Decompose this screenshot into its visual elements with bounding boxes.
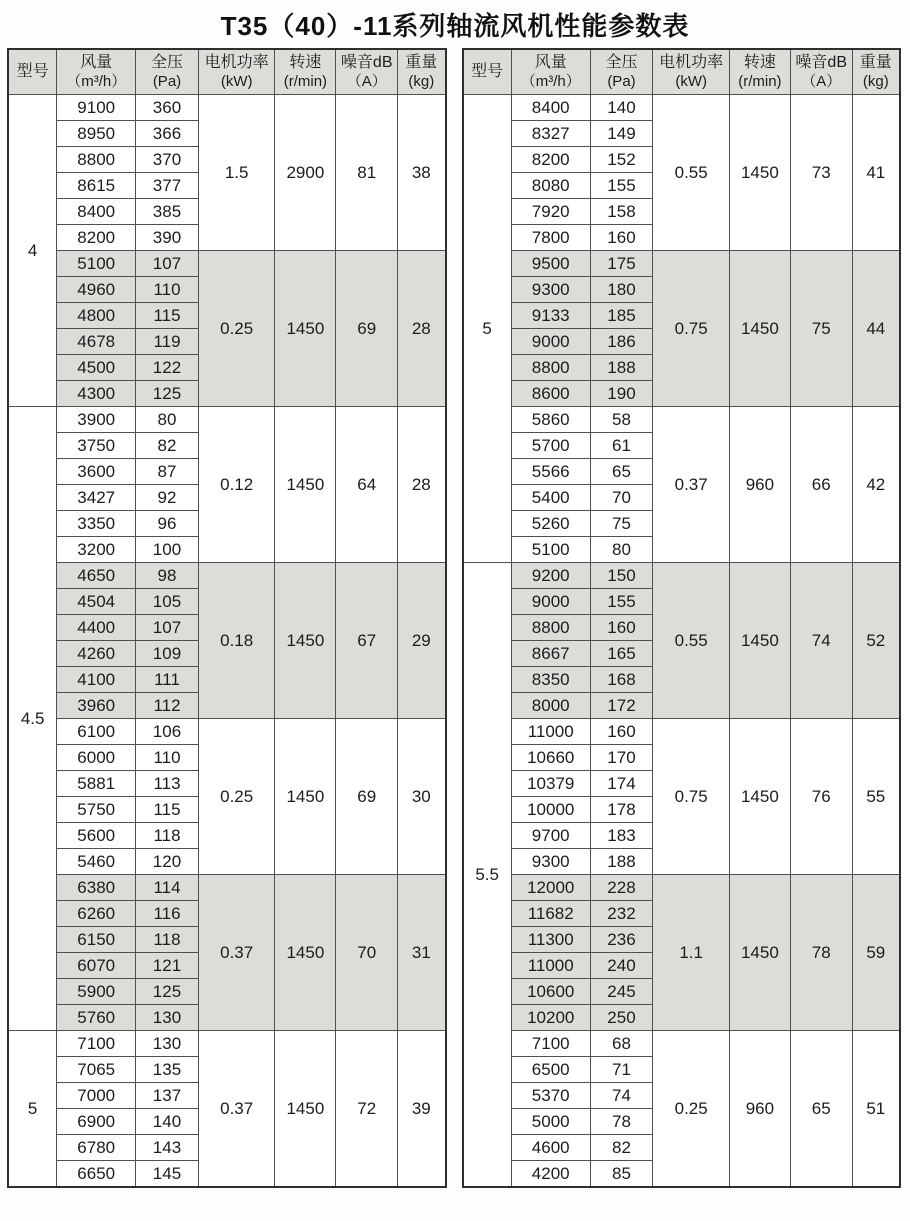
- power-cell: 0.37: [198, 1031, 275, 1188]
- header-pressure-line1: 全压: [150, 54, 183, 72]
- model-cell: 5: [8, 1031, 57, 1188]
- pressure-cell: 115: [136, 303, 199, 329]
- noise-cell: 64: [336, 407, 398, 563]
- airflow-cell: 3750: [57, 433, 136, 459]
- header-noise-line1: 噪音dB: [340, 54, 393, 72]
- pressure-cell: 245: [590, 979, 653, 1005]
- airflow-cell: 5900: [57, 979, 136, 1005]
- weight-cell: 51: [852, 1031, 900, 1188]
- header-pressure-line2: (Pa): [607, 72, 636, 90]
- airflow-cell: 8350: [511, 667, 590, 693]
- pressure-cell: 87: [136, 459, 199, 485]
- pressure-cell: 122: [136, 355, 199, 381]
- pressure-cell: 152: [590, 147, 653, 173]
- airflow-cell: 4100: [57, 667, 136, 693]
- pressure-cell: 390: [136, 225, 199, 251]
- header-power-line2: (kW): [220, 72, 253, 90]
- airflow-cell: 8800: [511, 615, 590, 641]
- pressure-cell: 145: [136, 1161, 199, 1188]
- airflow-cell: 7920: [511, 199, 590, 225]
- pressure-cell: 98: [136, 563, 199, 589]
- header-row: [463, 49, 901, 95]
- airflow-cell: 3900: [57, 407, 136, 433]
- pressure-cell: 71: [590, 1057, 653, 1083]
- header-cell-noise: [790, 49, 852, 95]
- pressure-cell: 172: [590, 693, 653, 719]
- header-power-line1: 电机功率: [659, 54, 724, 72]
- pressure-cell: 75: [590, 511, 653, 537]
- airflow-cell: 9300: [511, 849, 590, 875]
- pressure-cell: 143: [136, 1135, 199, 1161]
- header-model-line1: 型号: [16, 63, 49, 81]
- airflow-cell: 8800: [57, 147, 136, 173]
- pressure-cell: 125: [136, 979, 199, 1005]
- airflow-cell: 8000: [511, 693, 590, 719]
- pressure-cell: 190: [590, 381, 653, 407]
- pressure-cell: 107: [136, 615, 199, 641]
- airflow-cell: 4200: [511, 1161, 590, 1188]
- weight-cell: 38: [398, 95, 446, 251]
- airflow-cell: 6100: [57, 719, 136, 745]
- weight-cell: 52: [852, 563, 900, 719]
- pressure-cell: 236: [590, 927, 653, 953]
- header-row: [8, 49, 446, 95]
- header-model-line1: 型号: [471, 63, 504, 81]
- pressure-cell: 107: [136, 251, 199, 277]
- header-pressure-line2: (Pa): [152, 72, 182, 90]
- weight-cell: 31: [398, 875, 446, 1031]
- airflow-cell: 6070: [57, 953, 136, 979]
- power-cell: 0.37: [198, 875, 275, 1031]
- weight-cell: 55: [852, 719, 900, 875]
- weight-cell: 41: [852, 95, 900, 251]
- pressure-cell: 68: [590, 1031, 653, 1057]
- model-cell: 4: [8, 95, 57, 407]
- airflow-cell: 9700: [511, 823, 590, 849]
- pressure-cell: 114: [136, 875, 199, 901]
- pressure-cell: 70: [590, 485, 653, 511]
- table-row: [8, 1031, 446, 1057]
- power-cell: 0.12: [198, 407, 275, 563]
- airflow-cell: 4400: [57, 615, 136, 641]
- pressure-cell: 116: [136, 901, 199, 927]
- header-cell-speed: [729, 49, 790, 95]
- table-row: [8, 563, 446, 589]
- airflow-cell: 8400: [511, 95, 590, 121]
- airflow-cell: 5600: [57, 823, 136, 849]
- pressure-cell: 121: [136, 953, 199, 979]
- pressure-cell: 140: [590, 95, 653, 121]
- airflow-cell: 10660: [511, 745, 590, 771]
- pressure-cell: 80: [590, 537, 653, 563]
- pressure-cell: 120: [136, 849, 199, 875]
- header-airflow-line1: 风量: [80, 54, 113, 72]
- header-cell-model: [8, 49, 57, 95]
- airflow-cell: 4960: [57, 277, 136, 303]
- pressure-cell: 149: [590, 121, 653, 147]
- pressure-cell: 119: [136, 329, 199, 355]
- airflow-cell: 11000: [511, 719, 590, 745]
- pressure-cell: 82: [590, 1135, 653, 1161]
- pressure-cell: 185: [590, 303, 653, 329]
- airflow-cell: 8400: [57, 199, 136, 225]
- airflow-cell: 5566: [511, 459, 590, 485]
- airflow-cell: 3200: [57, 537, 136, 563]
- airflow-cell: 7065: [57, 1057, 136, 1083]
- airflow-cell: 5881: [57, 771, 136, 797]
- table-row: [463, 563, 901, 589]
- table-row: [463, 251, 901, 277]
- speed-cell: 960: [729, 1031, 790, 1188]
- pressure-cell: 370: [136, 147, 199, 173]
- airflow-cell: 10600: [511, 979, 590, 1005]
- pressure-cell: 168: [590, 667, 653, 693]
- airflow-cell: 7100: [57, 1031, 136, 1057]
- noise-cell: 72: [336, 1031, 398, 1188]
- pressure-cell: 130: [136, 1031, 199, 1057]
- table-left: [7, 48, 447, 1188]
- airflow-cell: 11300: [511, 927, 590, 953]
- pressure-cell: 228: [590, 875, 653, 901]
- header-cell-pressure: [590, 49, 653, 95]
- airflow-cell: 12000: [511, 875, 590, 901]
- noise-cell: 65: [790, 1031, 852, 1188]
- model-cell: 4.5: [8, 407, 57, 1031]
- noise-cell: 69: [336, 719, 398, 875]
- header-cell-airflow: [511, 49, 590, 95]
- airflow-cell: 5750: [57, 797, 136, 823]
- pressure-cell: 158: [590, 199, 653, 225]
- airflow-cell: 3427: [57, 485, 136, 511]
- spec-table-right: [462, 48, 902, 1188]
- airflow-cell: 6000: [57, 745, 136, 771]
- table-row: [8, 719, 446, 745]
- header-noise-line1: 噪音dB: [795, 54, 847, 72]
- speed-cell: 1450: [729, 95, 790, 251]
- pressure-cell: 150: [590, 563, 653, 589]
- airflow-cell: 8800: [511, 355, 590, 381]
- header-cell-noise: [336, 49, 398, 95]
- airflow-cell: 4650: [57, 563, 136, 589]
- pressure-cell: 130: [136, 1005, 199, 1031]
- airflow-cell: 5700: [511, 433, 590, 459]
- airflow-cell: 6150: [57, 927, 136, 953]
- pressure-cell: 366: [136, 121, 199, 147]
- header-cell-power: [198, 49, 275, 95]
- table-row: [8, 407, 446, 433]
- weight-cell: 28: [398, 407, 446, 563]
- pressure-cell: 180: [590, 277, 653, 303]
- pressure-cell: 165: [590, 641, 653, 667]
- airflow-cell: 8667: [511, 641, 590, 667]
- power-cell: 0.37: [653, 407, 730, 563]
- speed-cell: 1450: [275, 1031, 336, 1188]
- airflow-cell: 6500: [511, 1057, 590, 1083]
- speed-cell: 1450: [729, 719, 790, 875]
- noise-cell: 67: [336, 563, 398, 719]
- airflow-cell: 8615: [57, 173, 136, 199]
- speed-cell: 1450: [275, 875, 336, 1031]
- power-cell: 1.5: [198, 95, 275, 251]
- speed-cell: 2900: [275, 95, 336, 251]
- pressure-cell: 111: [136, 667, 199, 693]
- airflow-cell: 5860: [511, 407, 590, 433]
- header-speed-line2: (r/min): [283, 72, 328, 90]
- header-cell-weight: [852, 49, 900, 95]
- weight-cell: 30: [398, 719, 446, 875]
- noise-cell: 75: [790, 251, 852, 407]
- airflow-cell: 6380: [57, 875, 136, 901]
- airflow-cell: 7800: [511, 225, 590, 251]
- airflow-cell: 7000: [57, 1083, 136, 1109]
- pressure-cell: 82: [136, 433, 199, 459]
- header-weight-line2: (kg): [408, 72, 435, 90]
- airflow-cell: 9133: [511, 303, 590, 329]
- pressure-cell: 110: [136, 277, 199, 303]
- pressure-cell: 125: [136, 381, 199, 407]
- pressure-cell: 100: [136, 537, 199, 563]
- pressure-cell: 106: [136, 719, 199, 745]
- airflow-cell: 5460: [57, 849, 136, 875]
- pressure-cell: 85: [590, 1161, 653, 1188]
- pressure-cell: 188: [590, 849, 653, 875]
- noise-cell: 73: [790, 95, 852, 251]
- power-cell: 0.55: [653, 95, 730, 251]
- weight-cell: 44: [852, 251, 900, 407]
- speed-cell: 1450: [729, 251, 790, 407]
- weight-cell: 39: [398, 1031, 446, 1188]
- noise-cell: 76: [790, 719, 852, 875]
- airflow-cell: 4500: [57, 355, 136, 381]
- pressure-cell: 96: [136, 511, 199, 537]
- airflow-cell: 9200: [511, 563, 590, 589]
- airflow-cell: 9500: [511, 251, 590, 277]
- airflow-cell: 11682: [511, 901, 590, 927]
- table-row: [463, 875, 901, 901]
- speed-cell: 1450: [275, 407, 336, 563]
- weight-cell: 28: [398, 251, 446, 407]
- airflow-cell: 6780: [57, 1135, 136, 1161]
- pressure-cell: 74: [590, 1083, 653, 1109]
- airflow-cell: 4300: [57, 381, 136, 407]
- header-power-line1: 电机功率: [204, 54, 269, 72]
- pressure-cell: 160: [590, 615, 653, 641]
- pressure-cell: 183: [590, 823, 653, 849]
- pressure-cell: 140: [136, 1109, 199, 1135]
- airflow-cell: 6260: [57, 901, 136, 927]
- airflow-cell: 8327: [511, 121, 590, 147]
- pressure-cell: 170: [590, 745, 653, 771]
- header-noise-line2: （A）: [346, 72, 387, 90]
- weight-cell: 59: [852, 875, 900, 1031]
- airflow-cell: 8600: [511, 381, 590, 407]
- noise-cell: 66: [790, 407, 852, 563]
- pressure-cell: 360: [136, 95, 199, 121]
- airflow-cell: 4504: [57, 589, 136, 615]
- airflow-cell: 6650: [57, 1161, 136, 1188]
- pressure-cell: 65: [590, 459, 653, 485]
- airflow-cell: 4260: [57, 641, 136, 667]
- speed-cell: 960: [729, 407, 790, 563]
- header-airflow-line2: （m³/h）: [66, 72, 127, 90]
- noise-cell: 74: [790, 563, 852, 719]
- airflow-cell: 5260: [511, 511, 590, 537]
- power-cell: 0.75: [653, 251, 730, 407]
- airflow-cell: 4678: [57, 329, 136, 355]
- airflow-cell: 5400: [511, 485, 590, 511]
- power-cell: 0.18: [198, 563, 275, 719]
- speed-cell: 1450: [275, 251, 336, 407]
- power-cell: 1.1: [653, 875, 730, 1031]
- header-speed-line2: (r/min): [738, 72, 782, 90]
- header-cell-power: [653, 49, 730, 95]
- airflow-cell: 5100: [57, 251, 136, 277]
- weight-cell: 42: [852, 407, 900, 563]
- table-row: [463, 95, 901, 121]
- airflow-cell: 7100: [511, 1031, 590, 1057]
- airflow-cell: 6900: [57, 1109, 136, 1135]
- table-row: [463, 1031, 901, 1057]
- pressure-cell: 110: [136, 745, 199, 771]
- header-cell-airflow: [57, 49, 136, 95]
- model-cell: 5.5: [463, 563, 512, 1188]
- pressure-cell: 250: [590, 1005, 653, 1031]
- power-cell: 0.75: [653, 719, 730, 875]
- header-weight-line1: 重量: [859, 54, 892, 72]
- pressure-cell: 58: [590, 407, 653, 433]
- pressure-cell: 385: [136, 199, 199, 225]
- pressure-cell: 155: [590, 589, 653, 615]
- airflow-cell: 8200: [57, 225, 136, 251]
- header-cell-pressure: [136, 49, 199, 95]
- pressure-cell: 137: [136, 1083, 199, 1109]
- pressure-cell: 61: [590, 433, 653, 459]
- pressure-cell: 109: [136, 641, 199, 667]
- airflow-cell: 9100: [57, 95, 136, 121]
- header-airflow-line2: （m³/h）: [520, 72, 581, 90]
- pressure-cell: 175: [590, 251, 653, 277]
- pressure-cell: 178: [590, 797, 653, 823]
- header-speed-line1: 转速: [743, 54, 776, 72]
- pressure-cell: 240: [590, 953, 653, 979]
- pressure-cell: 135: [136, 1057, 199, 1083]
- pressure-cell: 186: [590, 329, 653, 355]
- airflow-cell: 5370: [511, 1083, 590, 1109]
- table-row: [8, 95, 446, 121]
- tables-row: [0, 48, 910, 1188]
- weight-cell: 29: [398, 563, 446, 719]
- airflow-cell: 8200: [511, 147, 590, 173]
- airflow-cell: 9000: [511, 329, 590, 355]
- table-right: [462, 48, 902, 1188]
- airflow-cell: 4600: [511, 1135, 590, 1161]
- noise-cell: 78: [790, 875, 852, 1031]
- pressure-cell: 105: [136, 589, 199, 615]
- header-airflow-line1: 风量: [534, 54, 567, 72]
- noise-cell: 81: [336, 95, 398, 251]
- noise-cell: 70: [336, 875, 398, 1031]
- page-title: T35（40）-11系列轴流风机性能参数表: [220, 11, 690, 41]
- power-cell: 0.25: [198, 719, 275, 875]
- pressure-cell: 377: [136, 173, 199, 199]
- pressure-cell: 160: [590, 225, 653, 251]
- header-pressure-line1: 全压: [605, 54, 638, 72]
- pressure-cell: 232: [590, 901, 653, 927]
- table-row: [463, 407, 901, 433]
- airflow-cell: 9300: [511, 277, 590, 303]
- pressure-cell: 80: [136, 407, 199, 433]
- power-cell: 0.25: [198, 251, 275, 407]
- airflow-cell: 5760: [57, 1005, 136, 1031]
- table-row: [8, 251, 446, 277]
- header-noise-line2: （A）: [801, 72, 842, 90]
- power-cell: 0.55: [653, 563, 730, 719]
- pressure-cell: 115: [136, 797, 199, 823]
- header-cell-model: [463, 49, 512, 95]
- power-cell: 0.25: [653, 1031, 730, 1188]
- header-weight-line1: 重量: [405, 54, 438, 72]
- pressure-cell: 118: [136, 823, 199, 849]
- speed-cell: 1450: [729, 563, 790, 719]
- airflow-cell: 4800: [57, 303, 136, 329]
- pressure-cell: 118: [136, 927, 199, 953]
- airflow-cell: 5100: [511, 537, 590, 563]
- airflow-cell: 11000: [511, 953, 590, 979]
- header-cell-speed: [275, 49, 336, 95]
- pressure-cell: 174: [590, 771, 653, 797]
- airflow-cell: 10000: [511, 797, 590, 823]
- pressure-cell: 78: [590, 1109, 653, 1135]
- table-row: [463, 719, 901, 745]
- noise-cell: 69: [336, 251, 398, 407]
- airflow-cell: 10379: [511, 771, 590, 797]
- speed-cell: 1450: [729, 875, 790, 1031]
- pressure-cell: 92: [136, 485, 199, 511]
- airflow-cell: 9000: [511, 589, 590, 615]
- header-power-line2: (kW): [675, 72, 707, 90]
- pressure-cell: 160: [590, 719, 653, 745]
- speed-cell: 1450: [275, 563, 336, 719]
- header-weight-line2: (kg): [862, 72, 889, 90]
- airflow-cell: 3960: [57, 693, 136, 719]
- airflow-cell: 5000: [511, 1109, 590, 1135]
- spec-table-left: [7, 48, 447, 1188]
- airflow-cell: 3350: [57, 511, 136, 537]
- airflow-cell: 8950: [57, 121, 136, 147]
- header-cell-weight: [398, 49, 446, 95]
- speed-cell: 1450: [275, 719, 336, 875]
- pressure-cell: 113: [136, 771, 199, 797]
- model-cell: 5: [463, 95, 512, 563]
- airflow-cell: 3600: [57, 459, 136, 485]
- table-row: [8, 875, 446, 901]
- pressure-cell: 155: [590, 173, 653, 199]
- airflow-cell: 10200: [511, 1005, 590, 1031]
- header-speed-line1: 转速: [289, 54, 322, 72]
- airflow-cell: 8080: [511, 173, 590, 199]
- pressure-cell: 188: [590, 355, 653, 381]
- pressure-cell: 112: [136, 693, 199, 719]
